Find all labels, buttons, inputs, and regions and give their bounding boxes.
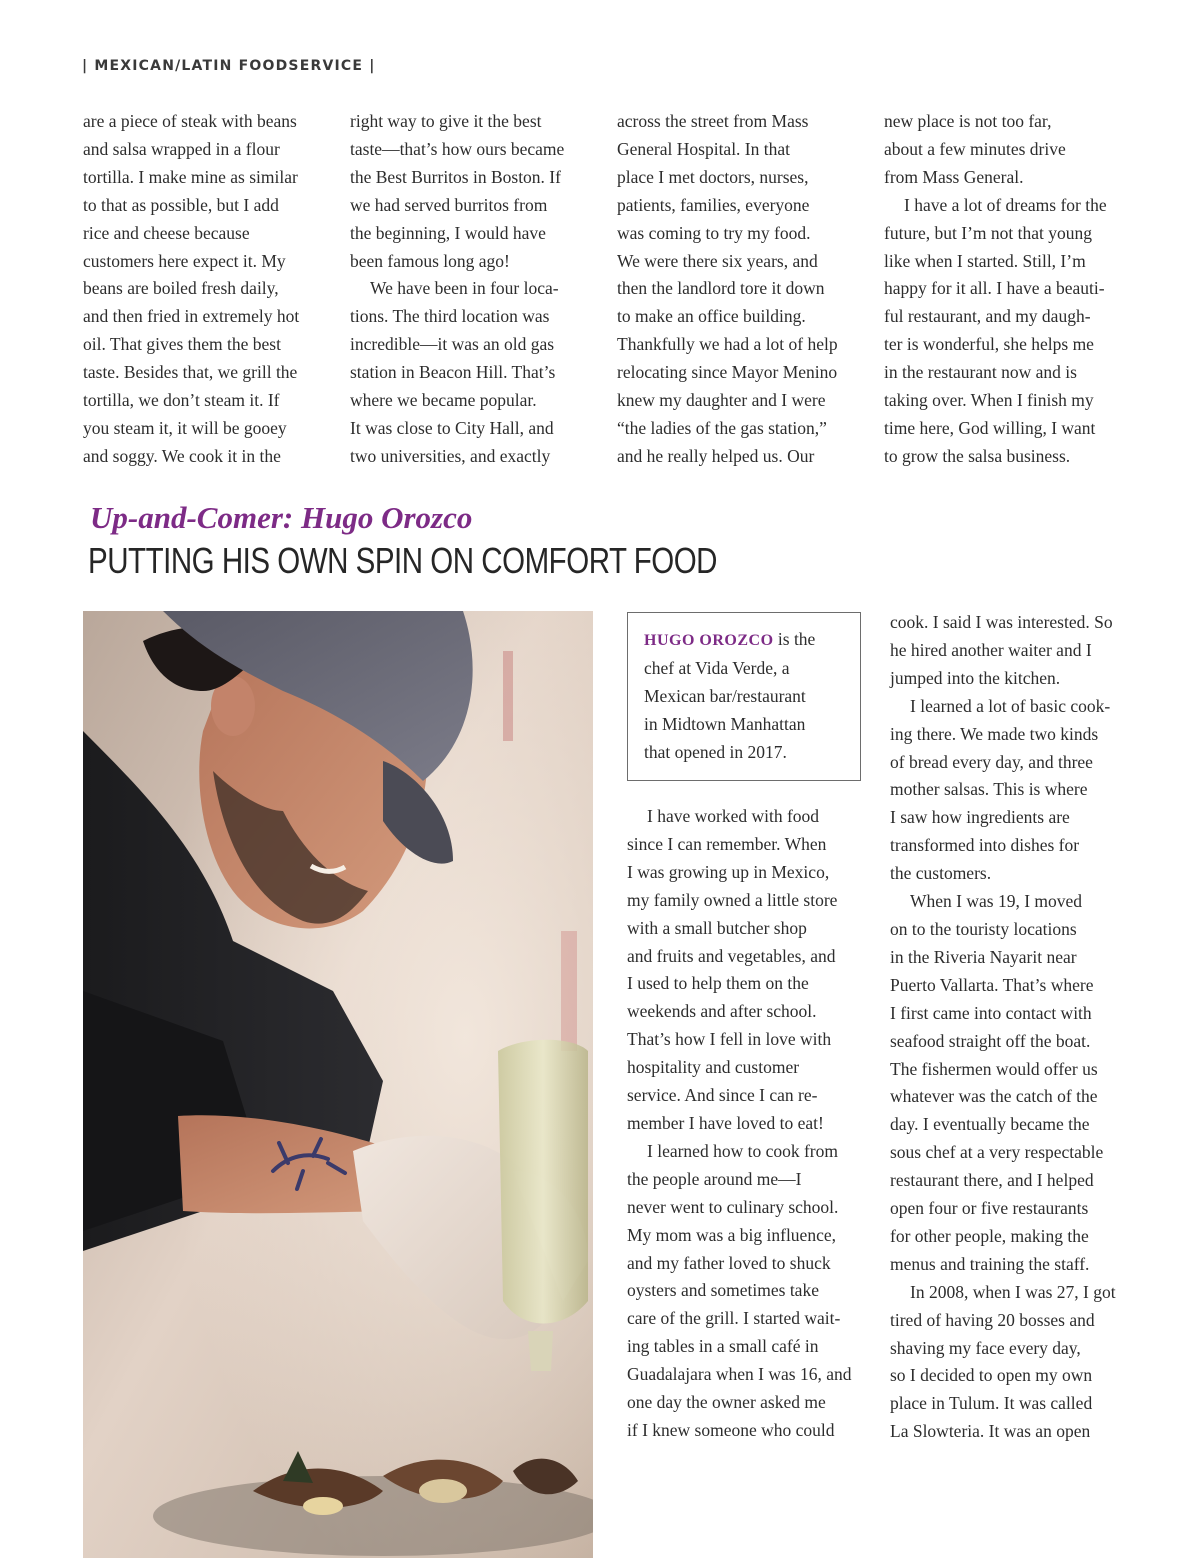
text-line: that opened in 2017. <box>644 741 787 762</box>
article-headline: PUTTING HIS OWN SPIN ON COMFORT FOOD <box>88 540 718 581</box>
top-column-4 <box>884 108 1134 471</box>
text-line: two universities, and exactly <box>350 445 551 466</box>
bio-first-line <box>644 626 844 655</box>
text-line: When I was 19, I moved <box>910 891 1083 912</box>
text-line: in Midtown Manhattan <box>644 713 806 734</box>
text-line: Guadalajara when I was 16, and <box>627 1364 852 1385</box>
text-line: happy for it all. I have a beauti- <box>884 278 1105 299</box>
text-line: We were there six years, and <box>617 250 818 271</box>
text-line: been famous long ago! <box>350 250 510 271</box>
text-line: and my father loved to shuck <box>627 1252 831 1273</box>
top-column-2 <box>350 108 600 471</box>
text-line: and then fried in extremely hot <box>83 306 300 327</box>
text-line: rice and cheese because <box>83 222 250 243</box>
text-line: ful restaurant, and my daugh- <box>884 306 1091 327</box>
text-line: knew my daughter and I were <box>617 390 826 411</box>
text-line: In 2008, when I was 27, I got <box>910 1281 1116 1302</box>
text-line: never went to culinary school. <box>627 1196 839 1217</box>
text-line: he hired another waiter and I <box>890 639 1092 660</box>
bio-box <box>627 612 861 781</box>
text-line: we had served burritos from <box>350 194 548 215</box>
text-line: whatever was the catch of the <box>890 1086 1098 1107</box>
text-line: La Slowteria. It was an open <box>890 1421 1091 1442</box>
text-line: across the street from Mass <box>617 111 809 131</box>
top-column-1 <box>83 108 333 471</box>
text-line: shaving my face every day, <box>890 1337 1081 1358</box>
running-head: | MEXICAN/LATIN FOODSERVICE | <box>82 58 376 74</box>
text-line: of bread every day, and three <box>890 751 1093 772</box>
text-line: in the restaurant now and is <box>884 362 1077 383</box>
text-line: place in Tulum. It was called <box>890 1393 1093 1414</box>
text-line: relocating since Mayor Menino <box>617 362 838 383</box>
text-line: hospitality and customer <box>627 1057 800 1078</box>
text-line: you steam it, it will be gooey <box>83 417 287 438</box>
text-line: service. And since I can re- <box>627 1085 818 1106</box>
text-line: to grow the salsa business. <box>884 445 1071 466</box>
text-line: I used to help them on the <box>627 973 809 994</box>
text-line: oysters and sometimes take <box>627 1280 819 1301</box>
text-line: from Mass General. <box>884 166 1024 187</box>
text-line: care of the grill. I started wait- <box>627 1308 841 1329</box>
text-line: place I met doctors, nurses, <box>617 166 809 187</box>
text-line: seafood straight off the boat. <box>890 1030 1091 1051</box>
text-line: I saw how ingredients are <box>890 807 1070 828</box>
text-line: It was close to City Hall, and <box>350 417 554 438</box>
text-line: transformed into dishes for <box>890 835 1080 856</box>
text-line: ing there. We made two kinds <box>890 723 1099 744</box>
text-line: with a small butcher shop <box>627 917 807 938</box>
body-column-right <box>890 609 1140 1446</box>
text-line: so I decided to open my own <box>890 1365 1093 1386</box>
text-line: sous chef at a very respectable <box>890 1142 1104 1163</box>
text-line: tions. The third location was <box>350 306 550 327</box>
text-line: “the ladies of the gas station,” <box>617 417 827 438</box>
text-line: I learned a lot of basic cook- <box>910 695 1111 716</box>
text-line: since I can remember. When <box>627 833 827 854</box>
text-line: ing tables in a small café in <box>627 1336 819 1357</box>
text-line: like when I started. Still, I’m <box>884 250 1086 271</box>
text-line: day. I eventually became the <box>890 1114 1090 1135</box>
text-line: patients, families, everyone <box>617 194 810 215</box>
text-line: I have worked with food <box>647 806 820 826</box>
text-line: about a few minutes drive <box>884 138 1066 159</box>
text-line: time here, God willing, I want <box>884 417 1096 438</box>
text-line: oil. That gives them the best <box>83 334 281 355</box>
text-line: jumped into the kitchen. <box>890 667 1061 688</box>
chef-photo <box>83 611 593 1558</box>
top-column-3 <box>617 108 867 471</box>
text-line: Mexican bar/restaurant <box>644 685 806 706</box>
text-line: General Hospital. In that <box>617 138 791 159</box>
text-line: My mom was a big influence, <box>627 1224 836 1245</box>
body-column-left <box>627 803 872 1445</box>
text-line: We have been in four loca- <box>370 278 559 299</box>
text-line: The fishermen would offer us <box>890 1058 1098 1079</box>
text-line: one day the owner asked me <box>627 1392 826 1413</box>
text-line: and fruits and vegetables, and <box>627 945 836 966</box>
text-line: customers here expect it. My <box>83 250 286 271</box>
text-line: the customers. <box>890 863 992 884</box>
text-line: my family owned a little store <box>627 889 838 910</box>
text-line: open four or five restaurants <box>890 1198 1089 1219</box>
text-line: taste—that’s how ours became <box>350 138 565 159</box>
text-line: Thankfully we had a lot of help <box>617 334 838 355</box>
text-line: and he really helped us. Our <box>617 445 815 466</box>
article-kicker: Up-and-Comer: Hugo Orozco <box>90 500 473 535</box>
text-line: station in Beacon Hill. That’s <box>350 362 556 383</box>
text-line: on to the touristy locations <box>890 918 1077 939</box>
text-line: to make an office building. <box>617 306 806 327</box>
text-line: new place is not too far, <box>884 111 1052 131</box>
text-line: I have a lot of dreams for the <box>904 194 1107 215</box>
text-line: member I have loved to eat! <box>627 1112 824 1133</box>
text-line: mother salsas. This is where <box>890 779 1088 800</box>
bio-first-line-rest: is the <box>773 629 816 649</box>
text-line: in the Riveria Nayarit near <box>890 946 1077 967</box>
text-line: to that as possible, but I add <box>83 194 279 215</box>
text-line: Puerto Vallarta. That’s where <box>890 974 1094 995</box>
text-line: incredible—it was an old gas <box>350 334 555 355</box>
text-line: weekends and after school. <box>627 1001 817 1022</box>
text-line: I was growing up in Mexico, <box>627 861 830 882</box>
text-line: and salsa wrapped in a flour <box>83 138 280 159</box>
text-line: future, but I’m not that young <box>884 222 1093 243</box>
text-line: and soggy. We cook it in the <box>83 445 281 466</box>
text-line: tortilla, we don’t steam it. If <box>83 390 280 411</box>
text-line: That’s how I fell in love with <box>627 1029 832 1050</box>
text-line: taking over. When I finish my <box>884 390 1094 411</box>
text-line: I first came into contact with <box>890 1002 1092 1023</box>
text-line: the beginning, I would have <box>350 222 546 243</box>
text-line: for other people, making the <box>890 1225 1089 1246</box>
text-line: the people around me—I <box>627 1168 802 1189</box>
text-line: where we became popular. <box>350 390 537 411</box>
text-line: are a piece of steak with beans <box>83 111 297 131</box>
text-line: right way to give it the best <box>350 111 542 131</box>
text-line: then the landlord tore it down <box>617 278 825 299</box>
text-line: if I knew someone who could <box>627 1419 835 1440</box>
text-line: the Best Burritos in Boston. If <box>350 166 561 187</box>
text-line: tired of having 20 bosses and <box>890 1309 1095 1330</box>
text-line: ter is wonderful, she helps me <box>884 334 1094 355</box>
text-line: was coming to try my food. <box>617 222 811 243</box>
text-line: cook. I said I was interested. So <box>890 612 1113 632</box>
text-line: restaurant there, and I helped <box>890 1170 1094 1191</box>
text-line: chef at Vida Verde, a <box>644 657 790 678</box>
text-line: I learned how to cook from <box>647 1140 838 1161</box>
bio-name: HUGO OROZCO <box>644 632 774 649</box>
text-line: beans are boiled fresh daily, <box>83 278 279 299</box>
text-line: menus and training the staff. <box>890 1253 1090 1274</box>
text-line: tortilla. I make mine as similar <box>83 166 298 187</box>
text-line: taste. Besides that, we grill the <box>83 362 298 383</box>
